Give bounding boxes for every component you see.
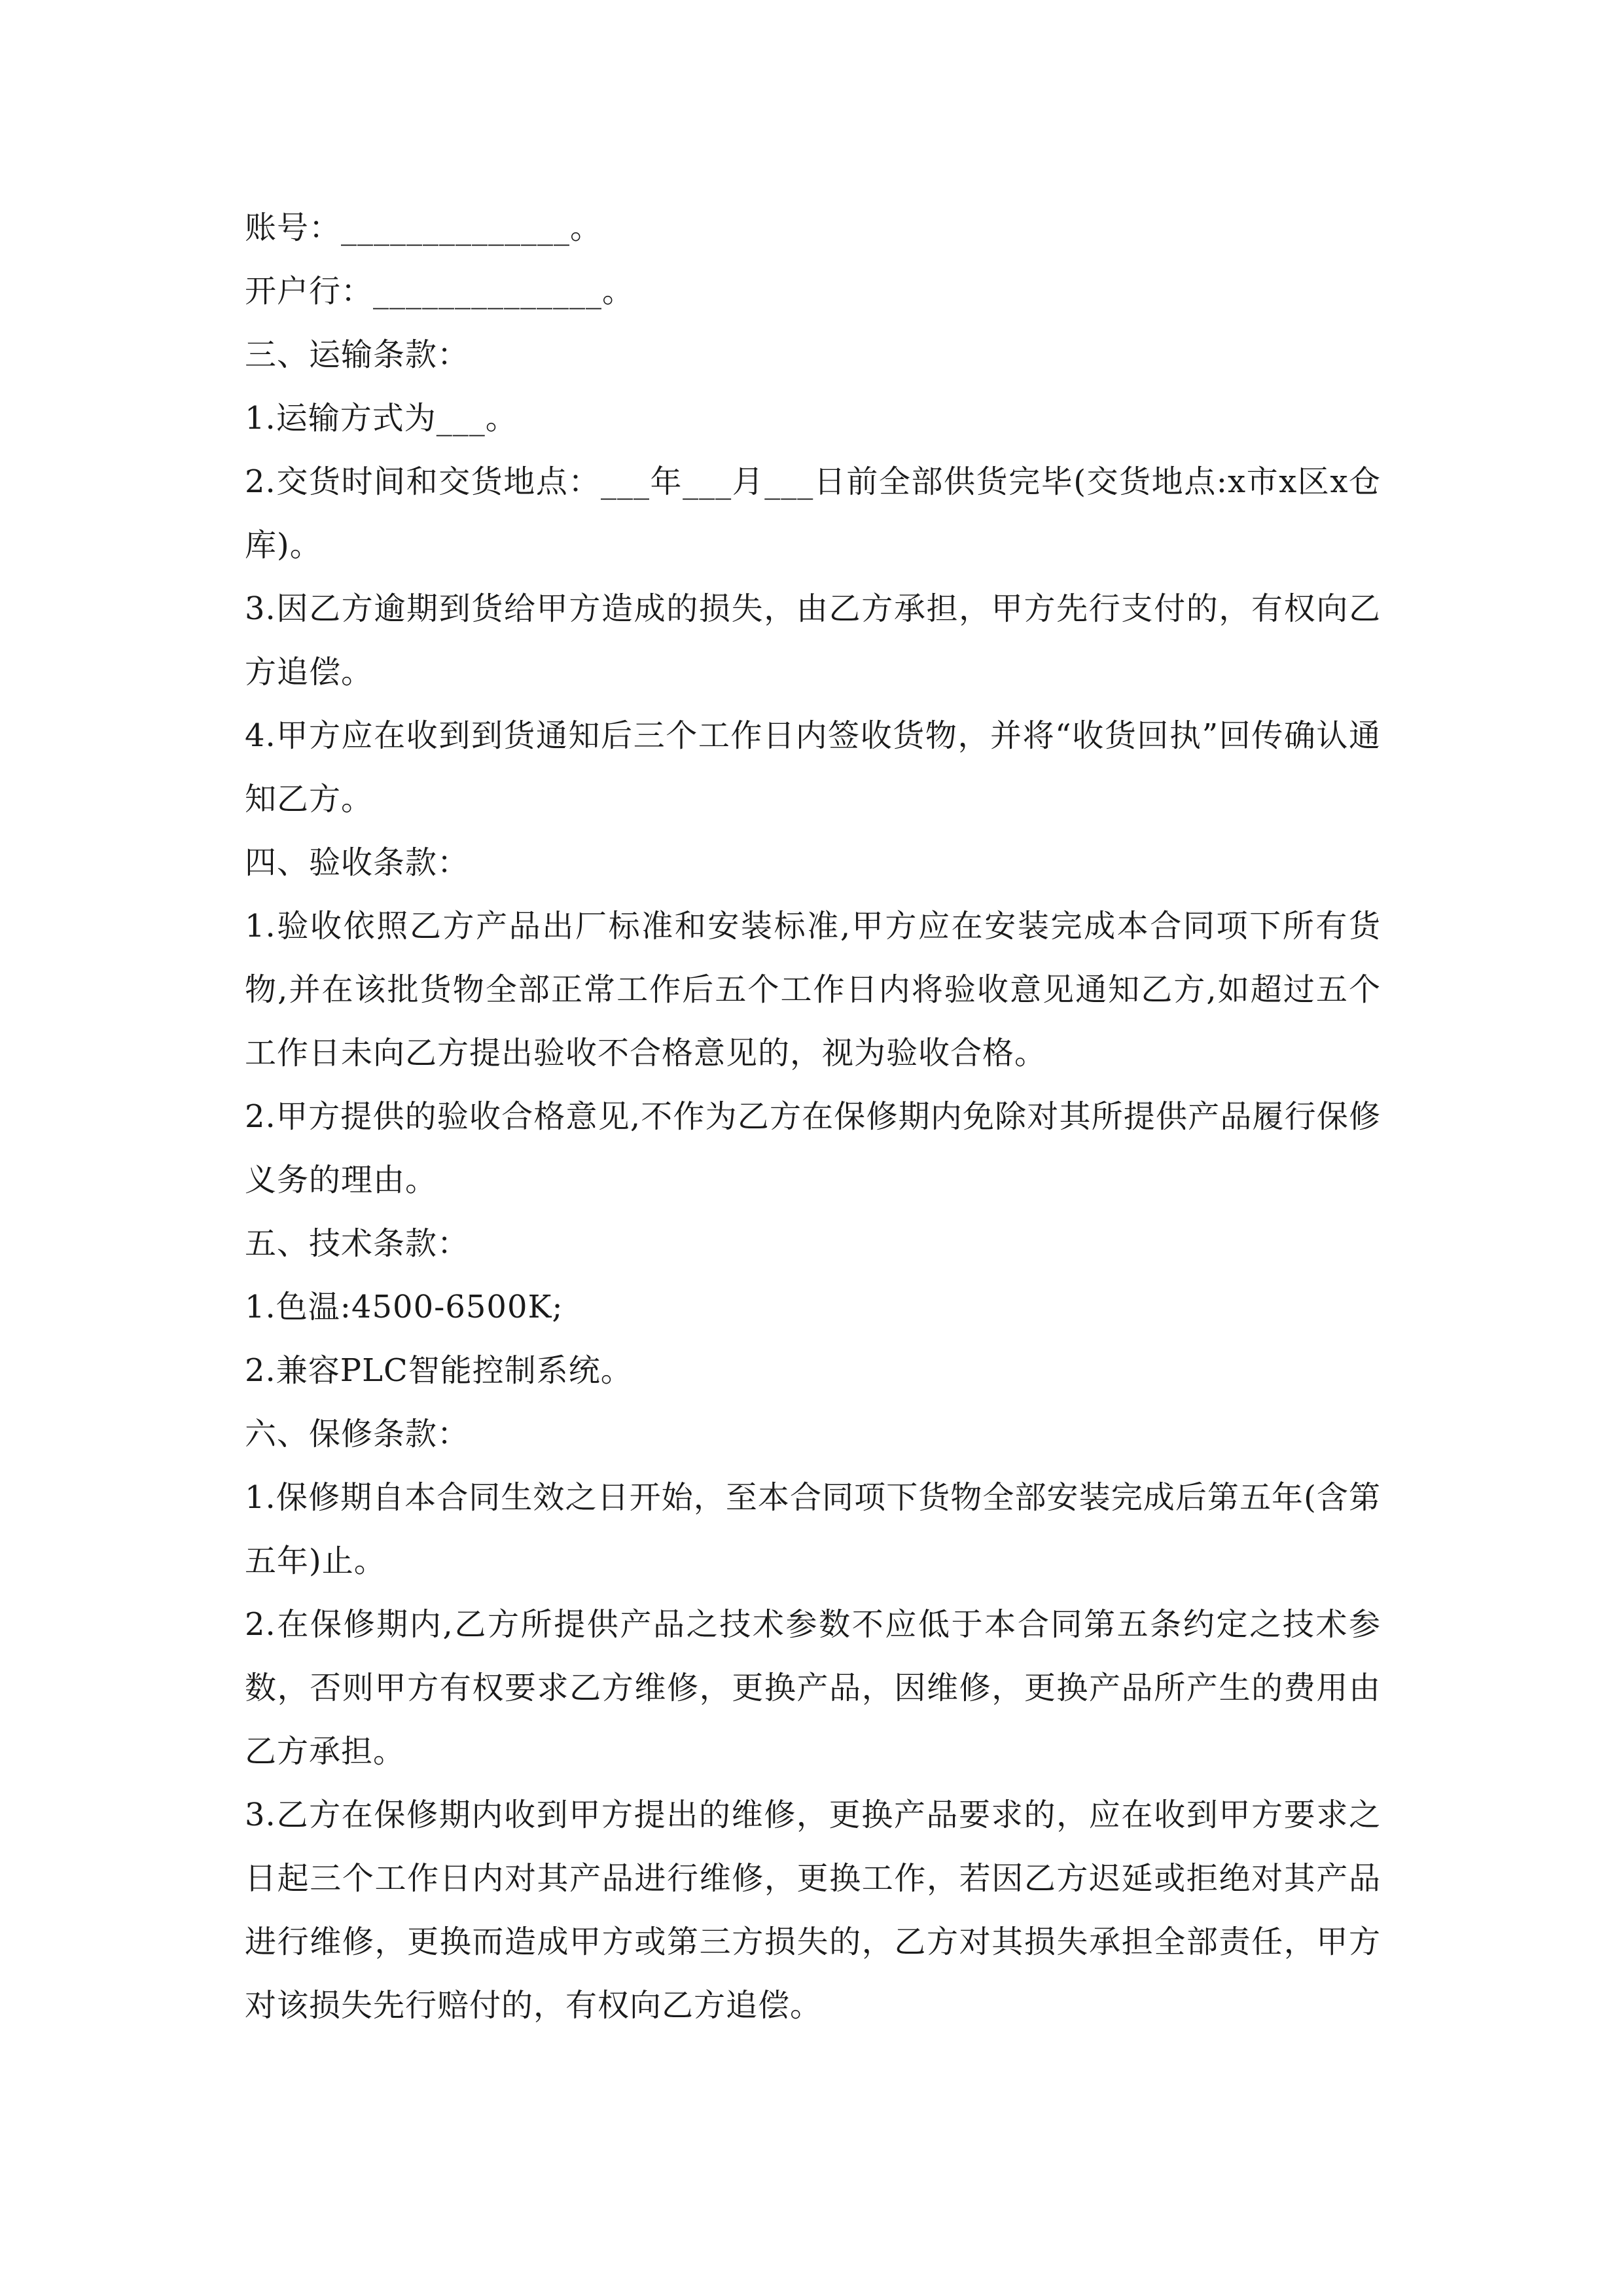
clause-transport-1: 1.运输方式为___。 (245, 400, 518, 437)
clause-acceptance-1: 1.验收依照乙方产品出厂标准和安装标准,甲方应在安装完成本合同项下所有货物,并在该批货物全部正常工作后五个工作日内将验收意见通知乙方,如超过五个工作日未向乙方提出验收不合格意见的，视为验收合格。 (245, 908, 1381, 1071)
clause-transport-4: 4.甲方应在收到到货通知后三个工作日内签收货物，并将“收货回执”回传确认通知乙方。 (245, 717, 1381, 817)
clause-transport-3: 3.因乙方逾期到货给甲方造成的损失，由乙方承担，甲方先行支付的，有权向乙方追偿。 (245, 590, 1381, 691)
document-body (245, 196, 1381, 2037)
clause-transport-2: 2.交货时间和交货地点：___年___月___日前全部供货完毕(交货地点:x市x区x仓库)。 (245, 463, 1381, 564)
section-heading-warranty: 六、保修条款： (245, 1416, 470, 1452)
clause-warranty-3: 3.乙方在保修期内收到甲方提出的维修，更换产品要求的，应在收到甲方要求之日起三个工作日内对其产品进行维修，更换工作，若因乙方迟延或拒绝对其产品进行维修，更换而造成甲方或第三方损失的，乙方对其损失承担全部责任，甲方对该损失先行赔付的，有权向乙方追偿。 (245, 1797, 1381, 2024)
clause-technical-1: 1.色温:4500-6500K; (245, 1289, 563, 1325)
section-heading-transport: 三、运输条款： (245, 336, 470, 373)
bank-line: 开户行：______________。 (245, 273, 635, 310)
clause-acceptance-2: 2.甲方提供的验收合格意见,不作为乙方在保修期内免除对其所提供产品履行保修义务的理由。 (245, 1098, 1381, 1198)
section-heading-acceptance: 四、验收条款： (245, 844, 470, 881)
clause-warranty-1: 1.保修期自本合同生效之日开始，至本合同项下货物全部安装完成后第五年(含第五年)止。 (245, 1479, 1381, 1579)
account-number-line: 账号：______________。 (245, 209, 603, 246)
section-heading-technical: 五、技术条款： (245, 1225, 470, 1262)
clause-warranty-2: 2.在保修期内,乙方所提供产品之技术参数不应低于本合同第五条约定之技术参数，否则甲方有权要求乙方维修，更换产品，因维修，更换产品所产生的费用由乙方承担。 (245, 1606, 1381, 1770)
clause-technical-2: 2.兼容PLC智能控制系统。 (245, 1352, 633, 1389)
